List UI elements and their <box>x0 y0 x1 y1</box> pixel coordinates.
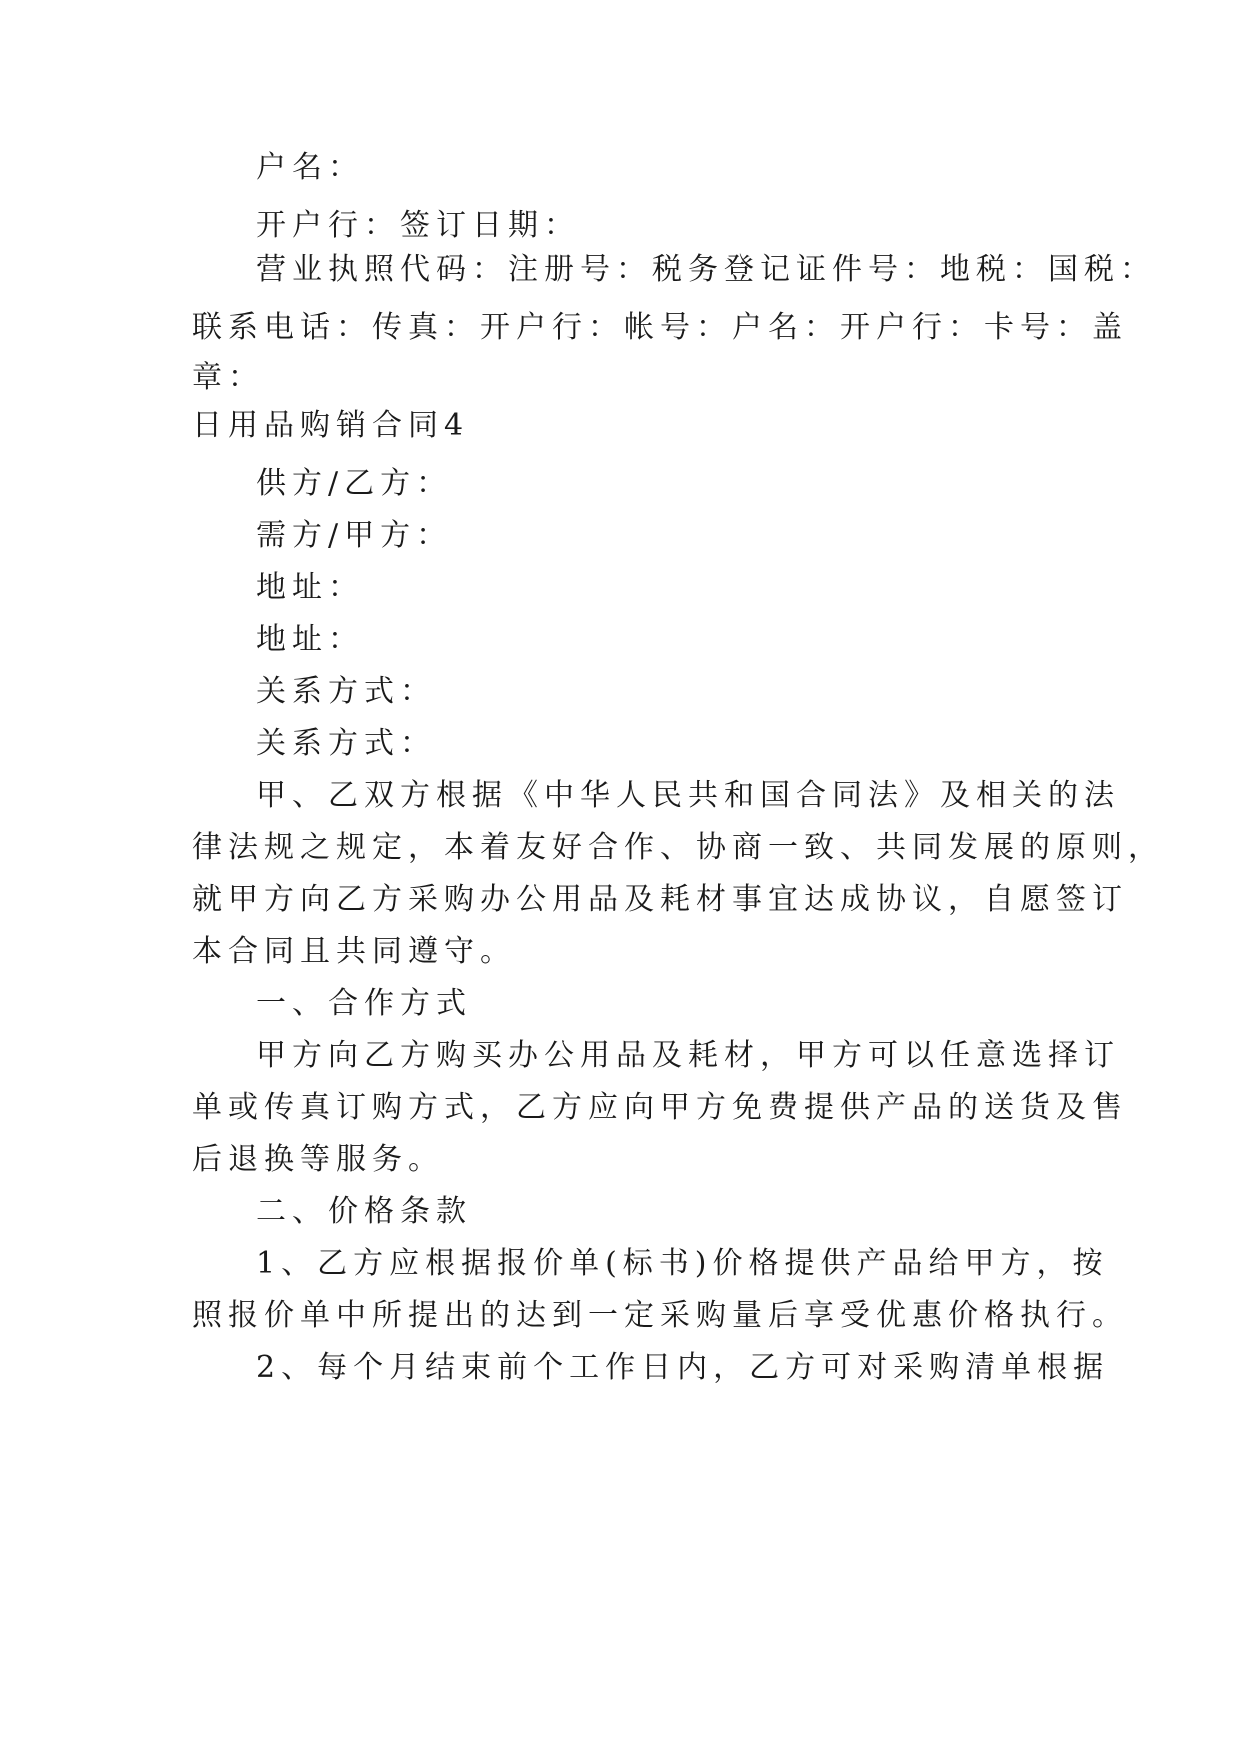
contract-title: 日用品购销合同4 <box>192 408 470 443</box>
paragraph-line: 照报价单中所提出的达到一定采购量后享受优惠价格执行。 <box>192 1298 1128 1333</box>
paragraph-line: 本合同且共同遵守。 <box>192 934 516 969</box>
paragraph-line: 甲方向乙方购买办公用品及耗材，甲方可以任意选择订 <box>256 1038 1120 1073</box>
contact-method-line-2: 关系方式： <box>256 726 436 761</box>
paragraph-line: 1、乙方应根据报价单(标书)价格提供产品给甲方，按 <box>256 1246 1109 1281</box>
paragraph-line: 后退换等服务。 <box>192 1142 444 1177</box>
contact-line: 联系电话：传真：开户行：帐号：户名：开户行：卡号：盖 <box>192 310 1128 345</box>
address-line-2: 地址： <box>256 622 364 657</box>
section-heading: 一、合作方式 <box>256 986 472 1021</box>
paragraph-line: 单或传真订购方式，乙方应向甲方免费提供产品的送货及售 <box>192 1090 1128 1125</box>
section-heading: 二、价格条款 <box>256 1194 472 1229</box>
paragraph-line: 甲、乙双方根据《中华人民共和国合同法》及相关的法 <box>256 778 1120 813</box>
account-name-line: 户名： <box>256 150 364 185</box>
paragraph-line: 就甲方向乙方采购办公用品及耗材事宜达成协议，自愿签订 <box>192 882 1128 917</box>
paragraph-line: 2、每个月结束前个工作日内，乙方可对采购清单根据 <box>256 1350 1110 1385</box>
bank-date-line: 开户行：签订日期： <box>256 208 580 243</box>
seal-line: 章： <box>192 360 264 395</box>
address-line-1: 地址： <box>256 570 364 605</box>
buyer-line: 需方/甲方： <box>256 518 453 553</box>
paragraph-line: 律法规之规定，本着友好合作、协商一致、共同发展的原则， <box>192 830 1164 865</box>
contact-method-line-1: 关系方式： <box>256 674 436 709</box>
supplier-line: 供方/乙方： <box>256 466 453 501</box>
license-line: 营业执照代码：注册号：税务登记证件号：地税：国税： <box>256 252 1156 287</box>
